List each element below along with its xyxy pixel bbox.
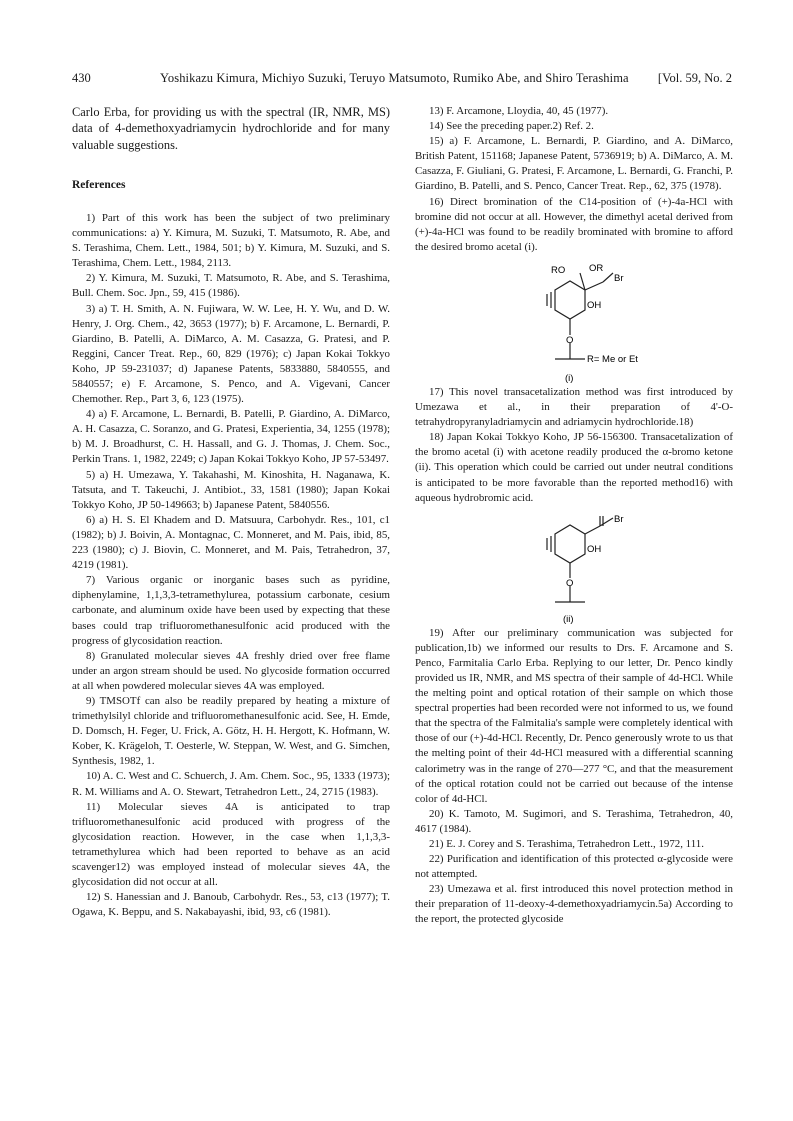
reference-1: 1) Part of this work has been the subject of two preliminary communications: a) Y. Kimura, M. Suzuki, T. Matsumoto, R. Abe, and S. Terashima, Chem. Lett., 1984, 501; b) Y. Kimura, M. Suzuki, and S. Terashima, Chem. Lett., 1984, 2113. (72, 211, 390, 270)
reference-5: 5) a) H. Umezawa, Y. Takahashi, M. Kinoshita, H. Naganawa, K. Tatsuta, and T. Takeuchi, J. Antibiot., 33, 1581 (1980); Japan Kokai Tokkyo Koho, JP 50-149663; b) Japanese Patent, 5840556. (72, 468, 390, 511)
structure-ii-drawing (415, 506, 733, 626)
reference-11: 11) Molecular sieves 4A is anticipated to trap trifluoromethanesulfonic acid produced with progress of the glycosidation reaction. However, in the case when 1,1,3,3-tetramethylurea which had been reported to behave as an acid scavenger12) was employed instead of molecular sieves 4A, the glycosidation did not occur at all. (72, 800, 390, 889)
caption-i: (i) (565, 372, 574, 384)
page-number: 430 (72, 71, 91, 85)
reference-23: 23) Umezawa et al. first introduced this novel protection method in their preparation of 11-deoxy-4-demethoxyadriamycin.5a) According to the report, the protected glycoside (415, 883, 733, 926)
reference-13: 13) F. Arcamone, Lloydia, 40, 45 (1977). (429, 105, 609, 117)
reference-3: 3) a) T. H. Smith, A. N. Fujiwara, W. W. Lee, H. Y. Wu, and D. W. Henry, J. Org. Chem., 42, 3653 (1977); b) F. Arcamone, L. Bernardi, P. Giardino, B. Patelli, A. DiMarco, A. M. Casazza, G. Pratesi, and P. Reggini, Cancer Treat. Rep., 60, 829 (1976); c) Japan Kokai Tokkyo Koho, JP 59-231037; d) Japanese Patents, 5833880, 5840555, and 5840557; e) F. Arcamone, S. Penco, and A. Vigevani, Cancer Chemother. Rep., Part 3, 6, 123 (1975). (72, 302, 390, 406)
running-header (72, 71, 732, 87)
left-column (72, 104, 390, 920)
label-or: OR (589, 262, 604, 274)
reference-15: 15) a) F. Arcamone, L. Bernardi, P. Giardino, and A. DiMarco, British Patent, 151168; Japanese Patent, 5736919; b) A. DiMarco, A. M. Casazza, F. Giuliani, G. Pratesi, F. Arcamone, L. Bernardi, G. Franchi, P. Giardino, B. Patelli, and S. Penco, Cancer Treat. Rep., 62, 375 (1978). (415, 135, 733, 193)
caption-ii: (ii) (563, 613, 574, 625)
reference-9: 9) TMSOTf can also be readily prepared by heating a mixture of trimethylsilyl chloride and trifluoromethanesulfonic acid. See, H. Emde, D. Domsch, H. Feger, U. Frick, A. Götz, H. H. Hergott, K. Hofmann, W. Kober, K. Krägeloh, T. Oesterle, W. Steppan, W. West, and G. Simchen, Synthesis, 1982, 1. (72, 694, 390, 768)
reference-4: 4) a) F. Arcamone, L. Bernardi, B. Patelli, P. Giardino, A. DiMarco, A. H. Casazza, C. Soranzo, and G. Pratesi, Experientia, 34, 1255 (1978); b) M. J. Broadhurst, C. H. Hassall, and G. J. Thomas, J. Chem. Soc., Perkin Trans. 1, 1982, 2249; c) Japan Kokai Tokkyo Koho, JP 57-53497. (72, 408, 390, 466)
structure-ii-figure (415, 506, 733, 626)
reference-12: 12) S. Hanessian and J. Banoub, Carbohydr. Res., 53, c13 (1977); T. Ogawa, K. Beppu, and S. Nakabayashi, ibid, 93, c6 (1981). (72, 891, 390, 919)
label-o: O (566, 334, 574, 346)
right-column (415, 104, 733, 928)
reference-6: 6) a) H. S. El Khadem and D. Matsuura, Carbohydr. Res., 101, c1 (1982); b) J. Boivin, A. Montagnac, C. Monneret, and M. Pais, ibid, 85, 223 (1980); c) J. Biovin, C. Monneret, and M. Pais, Tetrahedron, 37, 4219 (1981). (72, 513, 390, 572)
header-authors: Yoshikazu Kimura, Michiyo Suzuki, Teruyo Matsumoto, Rumiko Abe, and Shiro Terashima (160, 71, 629, 85)
label-br: Br (614, 272, 624, 284)
reference-18: 18) Japan Kokai Tokkyo Koho, JP 56-156300. Transacetalization of the bromo acetal (i) with acetone readily produced the α-bromo ketone (ii). This operation which could be carried out under neutral conditions is anticipated to be more favorable than the reported method16) with aqueous hydrobromic acid. (415, 431, 733, 504)
label-oh-ii: OH (587, 543, 602, 555)
label-oh: OH (587, 299, 602, 311)
header-volume: [Vol. 59, No. 2 (657, 71, 732, 85)
structure-i-figure (415, 255, 733, 385)
reference-8: 8) Granulated molecular sieves 4A freshly dried over free flame under an argon stream should be used. No glycoside formation occurred at all when powdered molecular sieves 4A was employed. (72, 649, 390, 692)
reference-19: 19) After our preliminary communication was subjected for publication,1b) we informed our results to Drs. F. Arcamone and S. Penco, Farmitalia Carlo Erba. Replying to our letter, Dr. Penco kindly provided us IR, NMR, and MS spectra of their sample of 4d-HCl. While the melting point and optical rotation of their sample on which those spectral properties had been recorded were not informed to us, we found that the spectra of the Falmitalia's sample were completely identical with those of our (+)-4d-HCl. Recently, Dr. Penco generously wrote to us that the melting point of their 4d-HCl measured with a differential scanning calorimetry was in the range of 270—277 °C, and that the measurement of the optical rotation could not be carried out because of the intense color of 4d-HCl. (415, 626, 733, 805)
reference-22: 22) Purification and identification of this protected α-glycoside were not attempted. (415, 853, 733, 881)
reference-2: 2) Y. Kimura, M. Suzuki, T. Matsumoto, R. Abe, and S. Terashima, Bull. Chem. Soc. Jpn., 59, 415 (1986). (72, 272, 390, 300)
reference-7: 7) Various organic or inorganic bases such as pyridine, diphenylamine, 1,1,3,3-tetramethylurea, potassium carbonate, cesium carbonate, and aluminum oxide have been used by expecting that these bases could trap trifluoromethanesulfonic acid produced with the progress of glycosidation reaction. (72, 574, 390, 647)
label-r: R= Me or Et (587, 353, 638, 365)
reference-10: 10) A. C. West and C. Schuerch, J. Am. Chem. Soc., 95, 1333 (1973); R. M. Williams and A. O. Stewart, Tetrahedron Lett., 24, 2715 (1983). (72, 770, 390, 798)
reference-14: 14) See the preceding paper.2) Ref. 2. (429, 120, 594, 133)
label-br-ii: Br (614, 513, 624, 525)
reference-21: 21) E. J. Corey and S. Terashima, Tetrahedron Lett., 1972, 111. (429, 838, 704, 850)
references-heading: References (72, 178, 126, 191)
reference-20: 20) K. Tamoto, M. Sugimori, and S. Terashima, Tetrahedron, 40, 4617 (1984). (415, 807, 733, 835)
label-ro: RO (551, 264, 566, 276)
acknowledgement-text: Carlo Erba, for providing us with the spectral (IR, NMR, MS) data of 4-demethoxyadriamycin hydrochloride and for many valuable suggestions. (72, 105, 390, 152)
reference-17: 17) This novel transacetalization method was first introduced by Umezawa et al., in their preparation of 4'-O-tetrahydropyranyladriamycin and adriamycin hydrochloride.18) (415, 385, 733, 429)
structure-i-drawing (415, 255, 733, 385)
reference-16: 16) Direct bromination of the C14-position of (+)-4a-HCl with bromine did not occur at all. However, the dimethyl acetal derived from (+)-4a-HCl was found to be readily brominated with bromine to afford the desired bromo acetal (i). (415, 195, 733, 253)
label-o-ii: O (566, 577, 574, 589)
